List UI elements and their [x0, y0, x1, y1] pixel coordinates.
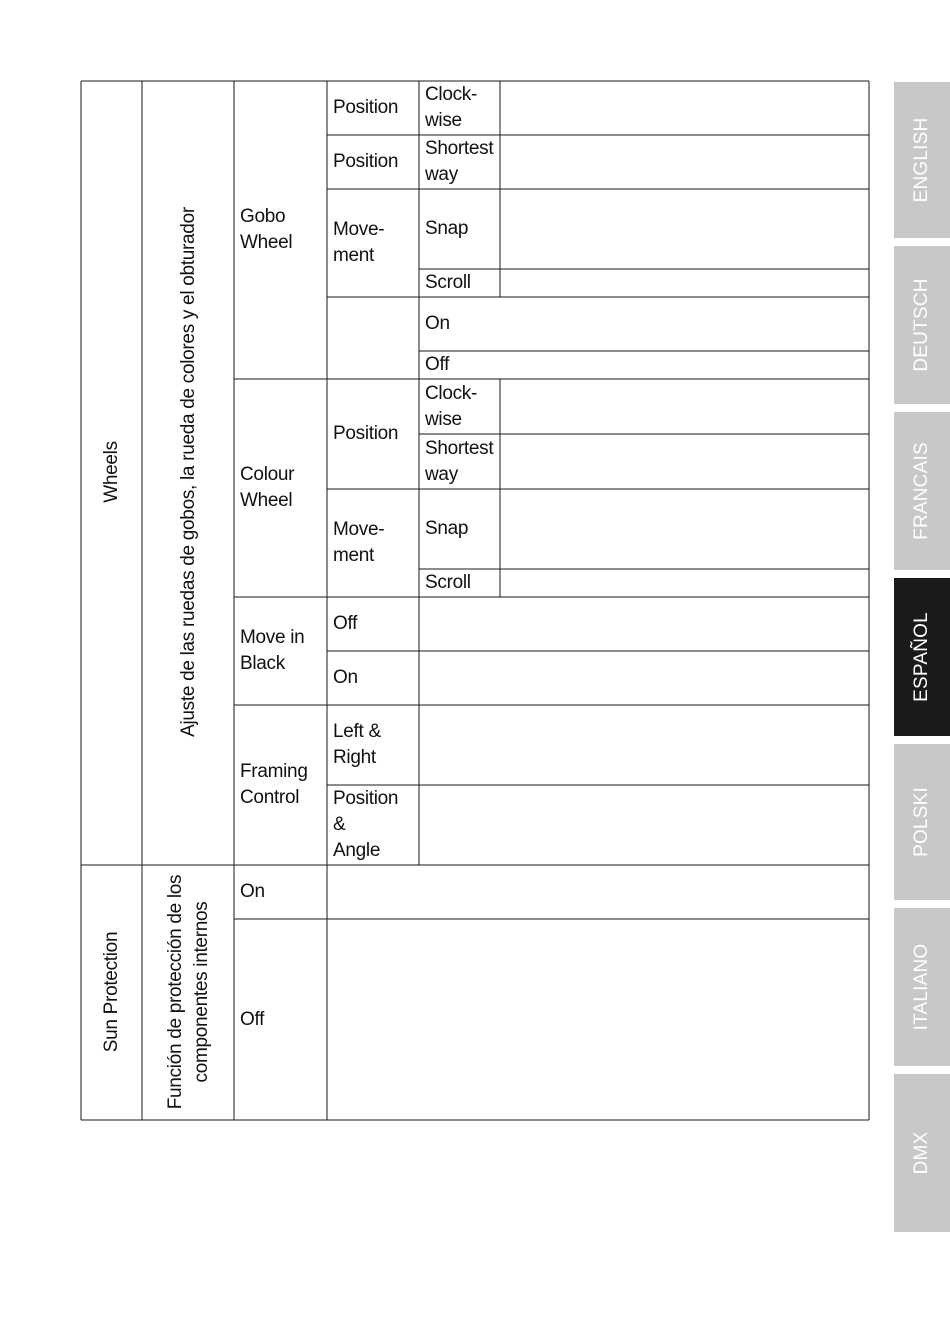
mib-on-label: On: [333, 667, 358, 688]
tab-francais[interactable]: [894, 412, 950, 570]
framing-left-right-label: Left & Right: [333, 721, 381, 768]
gobo-snap-label: Snap: [425, 218, 469, 239]
tab-espanol[interactable]: [894, 578, 950, 736]
gobo-clockwise-label: Clock- wise: [425, 84, 478, 131]
sun-protection-description: Función de protección de los componentes internos: [165, 874, 212, 1110]
sun-off-label: Off: [240, 1008, 265, 1030]
sun-on-label: On: [240, 881, 265, 902]
gobo-on-label: On: [425, 313, 450, 334]
gobo-movement-label: Move- ment: [333, 219, 385, 266]
tab-espanol-label: ESPAÑOL: [911, 612, 932, 702]
sun-protection-label: Sun Protection: [101, 931, 122, 1053]
gobo-off-label: Off: [425, 354, 450, 375]
colour-movement-label: Move- ment: [333, 519, 385, 566]
wheels-description: Ajuste de las ruedas de gobos, la rueda de colores y el obturador: [178, 207, 199, 737]
tab-english-label: ENGLISH: [911, 117, 932, 203]
tab-deutsch-label: DEUTSCH: [911, 278, 932, 372]
gobo-wheel-label: Gobo Wheel: [240, 206, 293, 253]
colour-position-label: Position: [333, 423, 399, 444]
gobo-shortest-way-label: Shortest way: [425, 138, 494, 185]
move-in-black-label: Move in Black: [240, 627, 305, 674]
gobo-scroll-label: Scroll: [425, 272, 471, 293]
tab-polski[interactable]: [894, 744, 950, 900]
tab-english[interactable]: [894, 82, 950, 238]
tab-italiano-label: ITALIANO: [911, 943, 932, 1031]
colour-wheel-label: Colour Wheel: [240, 464, 295, 511]
colour-clockwise-label: Clock- wise: [425, 382, 478, 430]
gobo-position-label-2: Position: [333, 151, 399, 172]
tab-dmx-label: DMX: [911, 1131, 932, 1175]
tab-dmx[interactable]: [894, 1074, 950, 1232]
tab-polski-label: POLSKI: [911, 787, 932, 857]
wheels-label: Wheels: [101, 441, 122, 503]
colour-shortest-way-label: Shortest way: [425, 437, 494, 485]
tab-italiano[interactable]: [894, 908, 950, 1066]
colour-snap-label: Snap: [425, 518, 469, 539]
mib-off-label: Off: [333, 613, 358, 634]
colour-scroll-label: Scroll: [425, 572, 471, 593]
tab-deutsch[interactable]: [894, 246, 950, 404]
gobo-position-label: Position: [333, 97, 399, 118]
framing-position-angle-label: Position & Angle: [333, 788, 399, 861]
tab-francais-label: FRANCAIS: [911, 442, 932, 540]
framing-control-label: Framing Control: [240, 761, 308, 808]
